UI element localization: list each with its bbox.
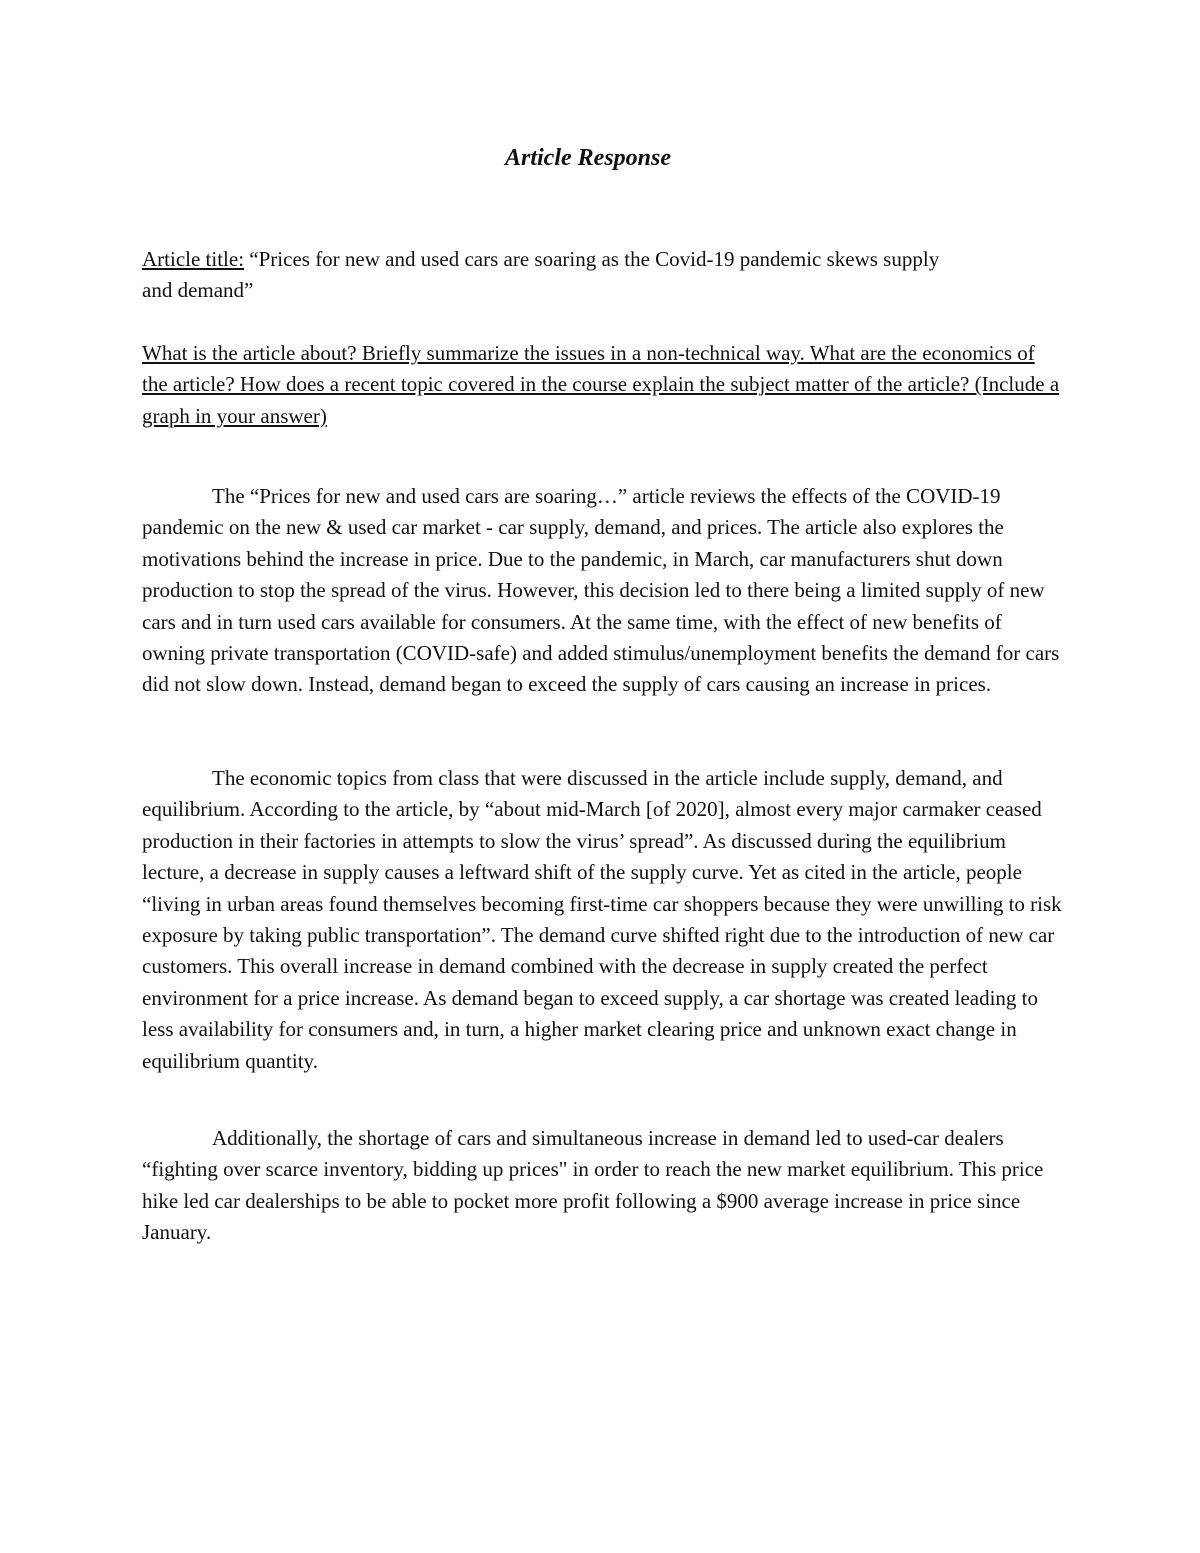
article-title-text: “Prices for new and used cars are soaring as the Covid-19 pandemic skews supply and demand” [142, 247, 940, 303]
article-title-label: Article title: [142, 247, 245, 271]
paragraph-additional: Additionally, the shortage of cars and simultaneous increase in demand led to used-car dealers “fighting over scarce inventory, bidding up prices" in order to reach the new market equilibrium. This price hike led car dealerships to be able to pocket more profit following a $900 average increase in price since January. [142, 1126, 1044, 1245]
paragraph-economics: The economic topics from class that were discussed in the article include supply, demand, and equilibrium. According to the article, by “about mid-March [of 2020], almost every major carmaker ceased production in their factories in attempts to slow the virus’ spread”. As discussed during the equilibrium lecture, a decrease in supply causes a leftward shift of the supply curve. Yet as cited in the article, people “living in urban areas found themselves becoming first-time car shoppers because they were unwilling to risk exposure by taking public transportation”. The demand curve shifted right due to the introduction of new car customers. This overall increase in demand combined with the decrease in supply created the perfect environment for a price increase. As demand began to exceed supply, a car shortage was created leading to less availability for consumers and, in turn, a higher market clearing price and unknown exact change in equilibrium quantity. [142, 766, 1062, 1073]
article-title-line [142, 244, 942, 307]
paragraph-summary: The “Prices for new and used cars are soaring…” article reviews the effects of the COVID-19 pandemic on the new & used car market - car supply, demand, and prices. The article also explores the motivations behind the increase in price. Due to the pandemic, in March, car manufacturers shut down production to stop the spread of the virus. However, this decision led to there being a limited supply of new cars and in turn used cars available for consumers. At the same time, with the effect of new benefits of owning private transportation (COVID-safe) and added stimulus/unemployment benefits the demand for cars did not slow down. Instead, demand began to exceed the supply of cars causing an increase in prices. [142, 484, 1060, 697]
assignment-prompt: What is the article about? Briefly summarize the issues in a non-technical way. What are the economics of the article? How does a recent topic covered in the course explain the subject matter of the article? (Include a graph in your answer) [142, 341, 1060, 428]
document-title: Article Response [505, 145, 671, 171]
